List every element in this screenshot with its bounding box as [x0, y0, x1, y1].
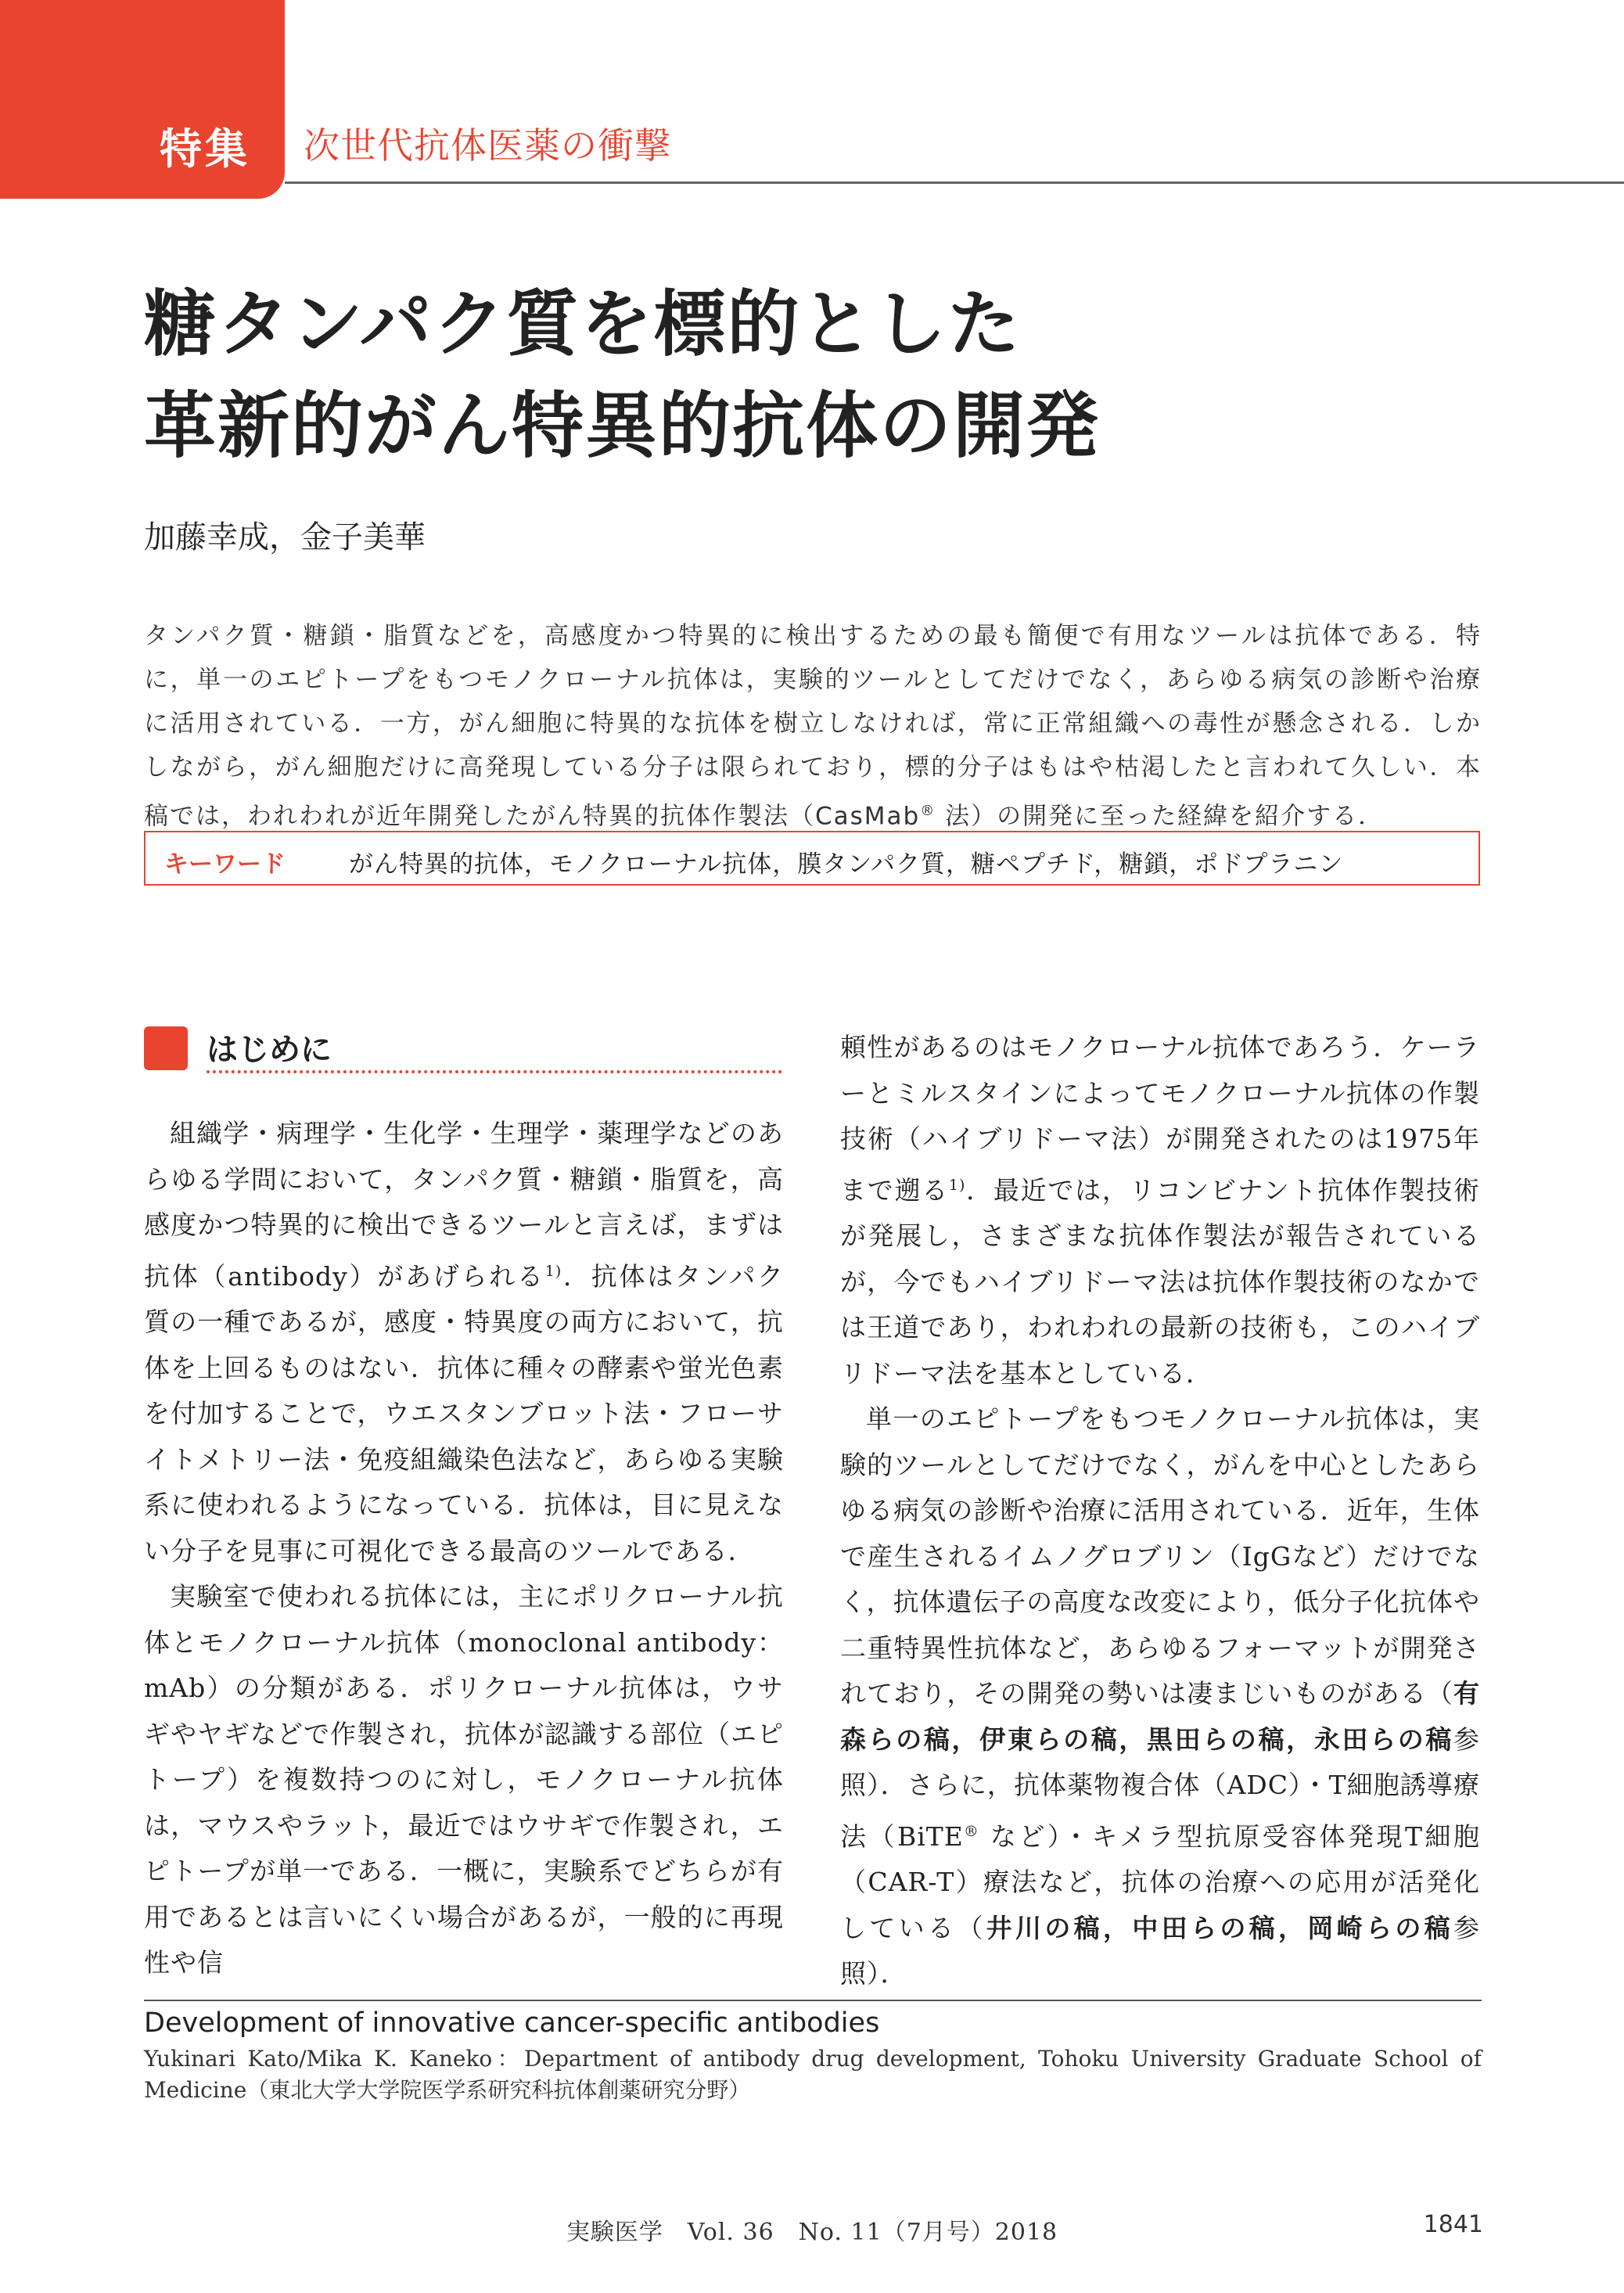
registered-mark: ®: [963, 1822, 979, 1840]
article-title-line-1: 糖タンパク質を標的とした: [144, 282, 1022, 366]
section-heading: はじめに: [207, 1032, 332, 1068]
paragraph-text: 実験室で使われる抗体には，主にポリクローナル抗体とモノクローナル抗体（monoclonal antibody：mAb）の分類がある．ポリクローナル抗体は，ウサギやヤギなどで作製され，抗体が認識する部位（エピトープ）を複数持つのに対し，モノクローナル抗体は，マウスやラット，最近ではウサギで作製され，エピトープが単一である．一概に，実験系でどちらが有用であるとは言いにくい場合があるが，一般的に再現性や信: [144, 1581, 784, 1978]
paragraph-text: 組織学・病理学・生化学・生理学・薬理学などのあらゆる学問において，タンパク質・糖鎖・脂質を，高感度かつ特異的に検出できるツールと言えば，まずは抗体（antibody）があげられる: [144, 1118, 784, 1292]
abstract: [144, 614, 1482, 838]
keyword-label: キーワード: [164, 850, 286, 879]
cross-reference-bold: 有森らの稿，伊東らの稿，黒田らの稿，永田らの稿: [840, 1678, 1480, 1755]
section-marker-icon: [144, 1026, 188, 1070]
keyword-box: [144, 831, 1480, 886]
header-divider: [285, 181, 1624, 184]
cross-reference-bold: 井川の稿，中田らの稿，岡崎らの稿: [986, 1912, 1454, 1943]
article-authors: 加藤幸成，金子美華: [144, 519, 426, 555]
english-title: Development of innovative cancer-specific antibodies: [144, 2007, 880, 2039]
feature-series-title: 次世代抗体医薬の衝撃: [304, 124, 671, 167]
paragraph: [144, 1111, 784, 1574]
keyword-list: がん特異的抗体，モノクローナル抗体，膜タンパク質，糖ペプチド，糖鎖，ポドプラニン: [349, 850, 1344, 879]
article-title: [144, 274, 1536, 477]
paragraph-text: 参照）．さらに，抗体薬物複合体（ADC）・T細胞誘導療法（BiTE: [840, 1723, 1480, 1852]
paragraph: [840, 1396, 1480, 1997]
paragraph-text: 参照）．: [840, 1912, 1481, 1989]
registered-mark: ®: [920, 803, 936, 819]
body-column-left: [144, 1111, 784, 1986]
section-dotted-rule: [207, 1070, 782, 1073]
paragraph-text: 頼性があるのはモノクローナル抗体であろう．ケーラーとミルスタインによってモノクローナル抗体の作製技術（ハイブリドーマ法）が開発されたのは1975年まで遡る: [840, 1032, 1480, 1206]
paragraph: [144, 1574, 784, 1986]
paragraph-text: など）・キメラ型抗原受容体発現T細胞（CAR-T）療法など，抗体の治療への応用が活発化している（: [840, 1820, 1481, 1943]
journal-info: 実験医学 Vol. 36 No. 11（7月号）2018: [566, 2219, 1058, 2246]
paragraph-text: ．抗体はタンパク質の一種であるが，感度・特異度の両方において，抗体を上回るものはない．抗体に種々の酵素や蛍光色素を付加することで，ウエスタンブロット法・フローサイトメトリー法・免疫組織染色法など，あらゆる実験系に使われるようになっている．抗体は，目に見えない分子を見事に可視化できる最高のツールである．: [144, 1260, 784, 1566]
feature-tab-label: 特集: [160, 124, 250, 174]
footer-divider: [144, 2000, 1482, 2001]
reference-marker: 1): [948, 1176, 966, 1194]
paragraph-text: ．最近では，リコンビナント抗体作製技術が発展し，さまざまな抗体作製法が報告されているが，今でもハイブリドーマ法は抗体作製技術のなかでは王道であり，われわれの最新の技術も，このハイブリドーマ法を基本としている．: [840, 1174, 1480, 1389]
paragraph: [840, 1025, 1480, 1396]
body-column-right: [840, 1025, 1480, 1997]
paragraph-text: 単一のエピトープをもつモノクローナル抗体は，実験的ツールとしてだけでなく，がんを中心としたあらゆる病気の診断や治療に活用されている．近年，生体で産生されるイムノグロブリン（IgGなど）だけでなく，抗体遺伝子の高度な改変により，低分子化抗体や二重特異性抗体など，あらゆるフォーマットが開発されており，その開発の勢いは凄まじいものがある（: [840, 1403, 1480, 1709]
abstract-text: タンパク質・糖鎖・脂質などを，高感度かつ特異的に検出するための最も簡便で有用なツールは抗体である．特に，単一のエピトープをもつモノクローナル抗体は，実験的ツールとしてだけでなく，あらゆる病気の診断や治療に活用されている．一方，がん細胞に特異的な抗体を樹立しなければ，常に正常組織への毒性が懸念される．しかしながら，がん細胞だけに高発現している分子は限られており，標的分子はもはや枯渇したと言われて久しい．本稿では，われわれが近年開発したがん特異的抗体作製法（CasMab: [144, 622, 1482, 831]
article-title-line-2: 革新的がん特異的抗体の開発: [144, 384, 1101, 468]
author-affiliation: Yukinari Kato/Mika K. Kaneko：Department of antibody drug development, Tohoku University Graduate School of Medicine（東北大学大学院医学系研究科抗体創薬研究分野）: [144, 2046, 1482, 2103]
abstract-text-end: 法）の開発に至った経緯を紹介する．: [936, 802, 1385, 831]
reference-marker: 1): [544, 1262, 562, 1280]
page-number: 1841: [1423, 2211, 1483, 2238]
